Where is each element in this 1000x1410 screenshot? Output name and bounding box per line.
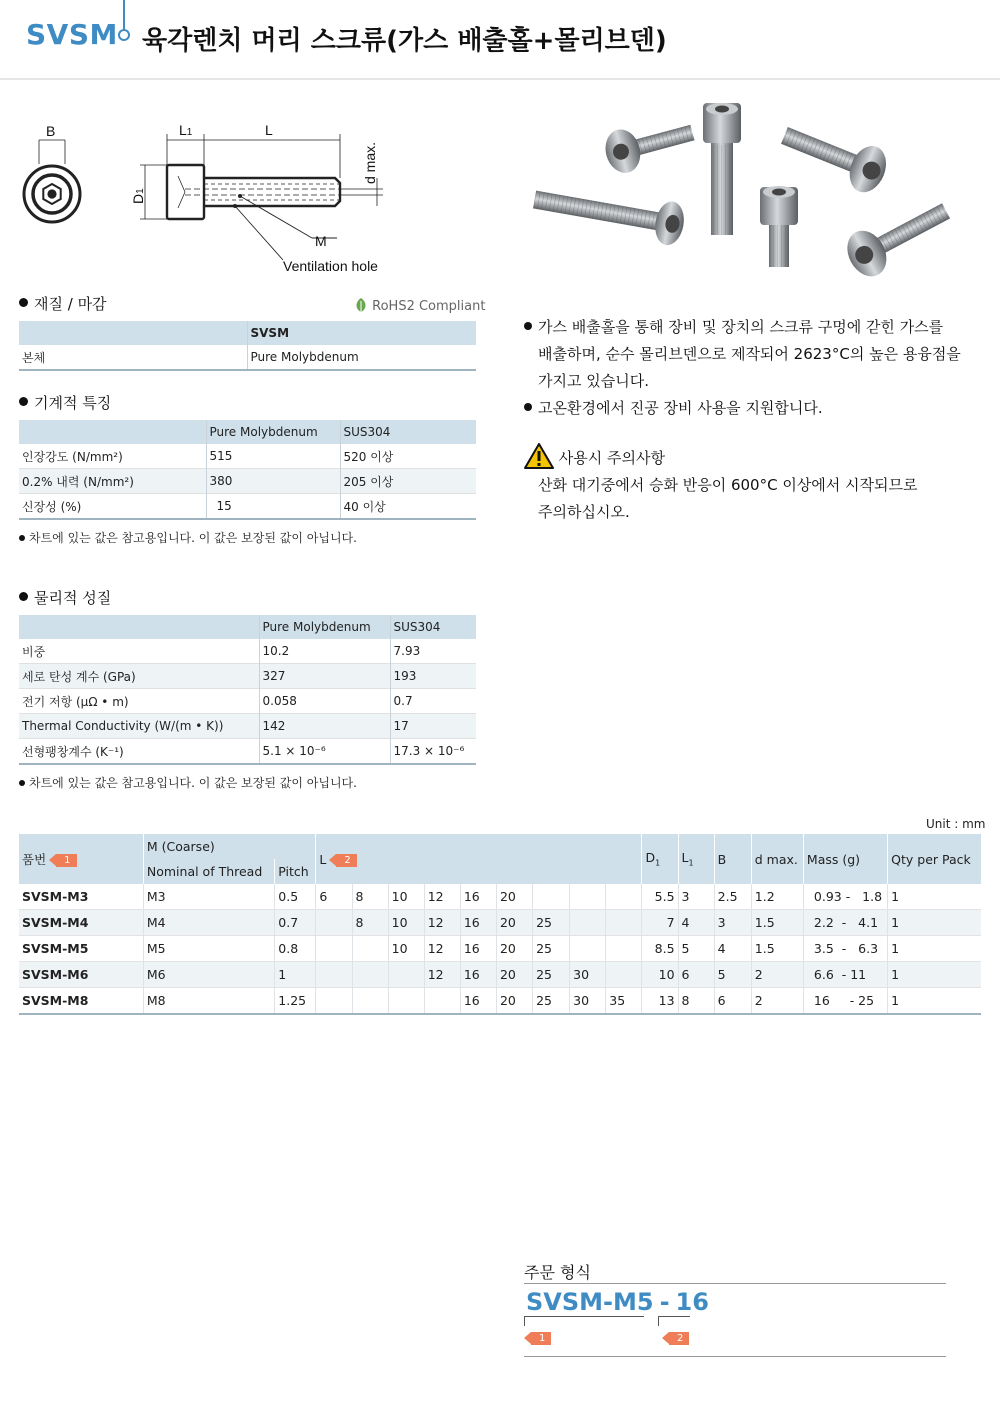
nominal-cell: M6 bbox=[143, 962, 274, 988]
qty-cell: 1 bbox=[888, 962, 981, 988]
l-cell: 25 bbox=[533, 936, 570, 962]
l1-cell: 6 bbox=[678, 962, 714, 988]
material-section-title: 재질 / 마감 bbox=[19, 293, 107, 314]
d1-cell: 13 bbox=[642, 988, 678, 1015]
ordering-title: 주문 형식 bbox=[524, 1263, 591, 1282]
l-cell: 16 bbox=[460, 962, 496, 988]
ordering-size: 16 bbox=[675, 1288, 709, 1316]
table-row: 비중 10.2 7.93 bbox=[19, 639, 476, 664]
page-title: 육각렌치 머리 스크류(가스 배출홀+몰리브덴) bbox=[142, 26, 667, 56]
ordering-bottom-rule bbox=[524, 1356, 946, 1357]
header-l: L 2 bbox=[316, 834, 642, 884]
l-cell bbox=[352, 936, 388, 962]
description-bullet-1: 가스 배출홀을 통해 장비 및 장치의 스크류 구멍에 갇힌 가스를 bbox=[524, 314, 984, 341]
l-cell: 20 bbox=[496, 910, 532, 936]
ordering-code: SVSM-M5 - 16 bbox=[526, 1288, 709, 1316]
d1-cell: 8.5 bbox=[642, 936, 678, 962]
ordering-top-rule bbox=[524, 1283, 946, 1284]
table-header-cell bbox=[19, 420, 206, 444]
table-row bbox=[19, 910, 981, 936]
header-dmax: d max. bbox=[751, 834, 803, 884]
l-cell: 16 bbox=[460, 910, 496, 936]
pitch-cell: 0.5 bbox=[275, 884, 316, 910]
mass-cell: 2.2 - 4.1 bbox=[803, 910, 887, 936]
pitch-cell: 0.7 bbox=[275, 910, 316, 936]
qty-cell: 1 bbox=[888, 988, 981, 1015]
l-cell: 12 bbox=[424, 910, 460, 936]
l-cell bbox=[570, 884, 606, 910]
table-header-cell bbox=[19, 321, 247, 345]
table-row bbox=[19, 962, 981, 988]
pitch-cell: 1.25 bbox=[275, 988, 316, 1015]
header-accent-dot bbox=[118, 29, 130, 41]
ordering-tag-1: 1 bbox=[531, 1332, 551, 1345]
header-part-number: 품번 1 bbox=[19, 834, 143, 884]
label-ventilation-hole: Ventilation hole bbox=[283, 258, 378, 274]
header-divider bbox=[0, 78, 1000, 80]
l-cell: 20 bbox=[496, 884, 532, 910]
part-number-cell: SVSM-M4 bbox=[19, 910, 143, 936]
label-d1: D1 bbox=[130, 188, 146, 204]
l-cell: 20 bbox=[496, 962, 532, 988]
l-cell: 10 bbox=[388, 910, 424, 936]
ordering-tag-2: 2 bbox=[669, 1332, 689, 1345]
l-cell bbox=[606, 884, 642, 910]
table-row bbox=[19, 988, 981, 1015]
dmax-cell: 1.5 bbox=[751, 910, 803, 936]
l-cell bbox=[606, 962, 642, 988]
table-header-cell: Pure Molybdenum bbox=[206, 420, 340, 444]
dmax-cell: 2 bbox=[751, 962, 803, 988]
qty-cell: 1 bbox=[888, 910, 981, 936]
mass-cell: 0.93 - 1.8 bbox=[803, 884, 887, 910]
table-row: 세로 탄성 계수 (GPa) 327 193 bbox=[19, 664, 476, 689]
header-accent-line bbox=[123, 0, 125, 30]
product-code: SVSM bbox=[26, 18, 118, 51]
table-header-cell: Pure Molybdenum bbox=[259, 615, 390, 639]
l1-cell: 8 bbox=[678, 988, 714, 1015]
dmax-cell: 2 bbox=[751, 988, 803, 1015]
l-cell: 12 bbox=[424, 962, 460, 988]
d1-cell: 5.5 bbox=[642, 884, 678, 910]
caution-title: 사용시 주의사항 bbox=[558, 449, 665, 467]
warning-icon bbox=[524, 443, 554, 469]
physical-section-title: 물리적 성질 bbox=[19, 587, 111, 608]
screw-photo-2 bbox=[601, 111, 698, 177]
l-cell: 10 bbox=[388, 936, 424, 962]
physical-table bbox=[19, 615, 476, 765]
l-cell bbox=[570, 910, 606, 936]
ordering-underline-2 bbox=[658, 1316, 690, 1317]
table-row bbox=[19, 884, 981, 910]
dmax-cell: 1.2 bbox=[751, 884, 803, 910]
vent-hole-dot bbox=[48, 190, 56, 198]
l-cell: 16 bbox=[460, 988, 496, 1015]
nominal-cell: M8 bbox=[143, 988, 274, 1015]
l-cell: 16 bbox=[460, 884, 496, 910]
l-cell bbox=[352, 962, 388, 988]
table-header-cell: SUS304 bbox=[340, 420, 476, 444]
table-row: Thermal Conductivity (W/(m • K)) 142 17 bbox=[19, 714, 476, 739]
table-row: 전기 저항 (μΩ • m) 0.058 0.7 bbox=[19, 689, 476, 714]
mechanical-note: 차트에 있는 값은 참고용입니다. 이 값은 보장된 값이 아닙니다. bbox=[19, 529, 357, 546]
unit-label: Unit : mm bbox=[926, 817, 986, 831]
header-qty: Qty per Pack bbox=[888, 834, 981, 884]
nominal-cell: M3 bbox=[143, 884, 274, 910]
physical-note: 차트에 있는 값은 참고용입니다. 이 값은 보장된 값이 아닙니다. bbox=[19, 774, 357, 791]
l-cell bbox=[388, 962, 424, 988]
mass-cell: 16 - 25 bbox=[803, 988, 887, 1015]
d1-cell: 7 bbox=[642, 910, 678, 936]
part-number-cell: SVSM-M3 bbox=[19, 884, 143, 910]
l-cell bbox=[570, 936, 606, 962]
l-cell: 6 bbox=[316, 884, 352, 910]
l-cell bbox=[316, 962, 352, 988]
table-row: 본체 Pure Molybdenum bbox=[19, 345, 476, 370]
label-b: B bbox=[46, 123, 56, 139]
b-cell: 5 bbox=[714, 962, 751, 988]
table-row: 0.2% 내력 (N/mm²) 380 205 이상 bbox=[19, 469, 476, 494]
table-header-cell: SUS304 bbox=[390, 615, 476, 639]
qty-cell: 1 bbox=[888, 884, 981, 910]
l-cell: 8 bbox=[352, 910, 388, 936]
description-block: 가스 배출홀을 통해 장비 및 장치의 스크류 구멍에 갇힌 가스를 배출하며, 순수 몰리브덴으로 제작되어 2623°C의 높은 용융점을 가지고 있습니다. 고온환경에서 진공 장비 사용을 지원합니다. bbox=[524, 314, 984, 422]
b-cell: 3 bbox=[714, 910, 751, 936]
d1-cell: 10 bbox=[642, 962, 678, 988]
header-d1: $D_1$ bbox=[642, 834, 678, 884]
l1-cell: 5 bbox=[678, 936, 714, 962]
tag-2: 2 bbox=[336, 854, 356, 867]
l-cell bbox=[533, 884, 570, 910]
l-cell bbox=[388, 988, 424, 1015]
l-cell bbox=[352, 988, 388, 1015]
rohs-badge: RoHS2 Compliant bbox=[354, 297, 485, 314]
l-cell bbox=[316, 936, 352, 962]
l-cell: 25 bbox=[533, 910, 570, 936]
label-l1: L1 bbox=[179, 122, 193, 138]
part-number-cell: SVSM-M6 bbox=[19, 962, 143, 988]
header-nominal: Nominal of Thread bbox=[143, 859, 274, 884]
screw-shank bbox=[204, 178, 340, 206]
pitch-cell: 0.8 bbox=[275, 936, 316, 962]
part-number-cell: SVSM-M8 bbox=[19, 988, 143, 1015]
screw-photo-3 bbox=[703, 103, 741, 235]
l-cell: 25 bbox=[533, 988, 570, 1015]
table-row: 선형팽창계수 (K⁻¹) 5.1 × 10⁻⁶ 17.3 × 10⁻⁶ bbox=[19, 739, 476, 765]
caution-block: 사용시 주의사항 산화 대기중에서 승화 반응이 600°C 이상에서 시작되므로 주의하십시오. bbox=[524, 443, 984, 526]
table-row bbox=[19, 936, 981, 962]
header-l1: $L_1$ bbox=[678, 834, 714, 884]
table-header-cell bbox=[19, 615, 259, 639]
qty-cell: 1 bbox=[888, 936, 981, 962]
screw-photo-1 bbox=[531, 178, 687, 248]
l-cell: 20 bbox=[496, 988, 532, 1015]
dmax-cell: 1.5 bbox=[751, 936, 803, 962]
l-cell: 16 bbox=[460, 936, 496, 962]
order-table bbox=[19, 834, 981, 1015]
screw-photo-4 bbox=[775, 113, 892, 198]
l-cell: 12 bbox=[424, 936, 460, 962]
b-cell: 4 bbox=[714, 936, 751, 962]
l1-cell: 4 bbox=[678, 910, 714, 936]
nominal-cell: M4 bbox=[143, 910, 274, 936]
screw-photo-6 bbox=[840, 190, 958, 283]
b-cell: 2.5 bbox=[714, 884, 751, 910]
l-cell: 8 bbox=[352, 884, 388, 910]
l-cell: 30 bbox=[570, 988, 606, 1015]
header-mass: Mass (g) bbox=[803, 834, 887, 884]
technical-drawing bbox=[15, 118, 400, 283]
l-cell bbox=[606, 936, 642, 962]
l-cell: 12 bbox=[424, 884, 460, 910]
mass-cell: 3.5 - 6.3 bbox=[803, 936, 887, 962]
leaf-icon bbox=[354, 297, 368, 313]
header-pitch: Pitch bbox=[275, 859, 316, 884]
product-photo bbox=[525, 95, 960, 300]
label-dmax: d max. bbox=[362, 141, 378, 184]
screw-photo-5 bbox=[760, 186, 798, 267]
description-bullet-2: 고온환경에서 진공 장비 사용을 지원합니다. bbox=[524, 395, 984, 422]
l1-cell: 3 bbox=[678, 884, 714, 910]
material-table bbox=[19, 321, 476, 371]
l-cell: 30 bbox=[570, 962, 606, 988]
l-cell bbox=[316, 910, 352, 936]
l-cell: 25 bbox=[533, 962, 570, 988]
l-cell bbox=[606, 910, 642, 936]
l-cell: 20 bbox=[496, 936, 532, 962]
l-cell: 10 bbox=[388, 884, 424, 910]
l-cell bbox=[316, 988, 352, 1015]
label-l: L bbox=[265, 122, 273, 138]
mass-cell: 6.6 - 11 bbox=[803, 962, 887, 988]
mechanical-section-title: 기계적 특징 bbox=[19, 392, 111, 413]
label-m: M bbox=[315, 233, 327, 249]
tag-1: 1 bbox=[56, 854, 76, 867]
part-number-cell: SVSM-M5 bbox=[19, 936, 143, 962]
b-cell: 6 bbox=[714, 988, 751, 1015]
header-b: B bbox=[714, 834, 751, 884]
ordering-underline-1 bbox=[524, 1316, 644, 1317]
l-cell: 35 bbox=[606, 988, 642, 1015]
mechanical-table bbox=[19, 420, 476, 520]
nominal-cell: M5 bbox=[143, 936, 274, 962]
ordering-part-code: SVSM-M5 bbox=[526, 1288, 654, 1316]
screw-head bbox=[167, 165, 204, 219]
l-cell bbox=[424, 988, 460, 1015]
pitch-cell: 1 bbox=[275, 962, 316, 988]
table-row: 인장강도 (N/mm²) 515 520 이상 bbox=[19, 444, 476, 469]
table-header-cell: SVSM bbox=[247, 321, 476, 345]
header-m-coarse: M (Coarse) bbox=[143, 834, 316, 859]
table-row: 신장성 (%) 15 40 이상 bbox=[19, 494, 476, 520]
